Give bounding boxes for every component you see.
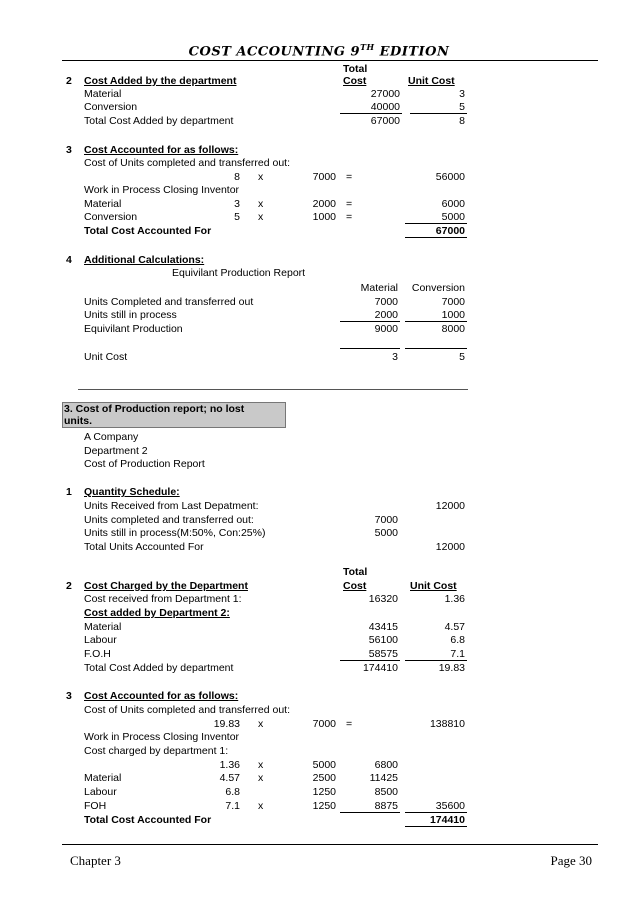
row-label: Labour	[84, 634, 117, 646]
total-amount: 174410	[429, 814, 465, 826]
row-total: 43415	[368, 621, 398, 633]
row-total: 56100	[368, 634, 398, 646]
total-label: Total Cost Accounted For	[84, 225, 212, 237]
header-rule	[62, 60, 598, 61]
equals-sign: =	[346, 171, 353, 183]
line-text: Work in Process Closing Inventor	[84, 731, 240, 743]
material-value: 2000	[374, 309, 398, 321]
row-label: Labour	[84, 786, 117, 798]
section-title: Cost Accounted for as follows:	[84, 690, 239, 702]
amount: 6800	[374, 759, 398, 771]
row-unit: 5	[459, 101, 465, 113]
row-total: 174410	[362, 662, 398, 674]
row-total: 67000	[370, 115, 400, 127]
total-header-1: Total	[343, 566, 368, 578]
row-value: 5000	[374, 527, 398, 539]
row-unit: 1.36	[444, 593, 465, 605]
section-title: Additional Calculations:	[84, 254, 205, 266]
total-amount: 67000	[435, 225, 465, 237]
sum-rule	[340, 113, 402, 114]
row-label: Units completed and transferred out:	[84, 514, 254, 526]
amount: 138810	[429, 718, 465, 730]
total-header-2: Cost	[343, 580, 367, 592]
row-label: Material	[84, 772, 122, 784]
section-heading-line-2: units.	[64, 415, 92, 427]
qty: 2500	[312, 772, 336, 784]
qty: 5000	[312, 759, 336, 771]
conversion-value: 7000	[441, 296, 465, 308]
row-label: Material	[84, 198, 122, 210]
row-label: Units Received from Last Depatment:	[84, 500, 259, 512]
row-label: Conversion	[84, 101, 138, 113]
equals-sign: =	[346, 198, 353, 210]
row-total: 16320	[368, 593, 398, 605]
rate: 8	[234, 171, 240, 183]
subsection-title: Cost added by Department 2:	[84, 607, 230, 619]
total-rule	[405, 237, 467, 238]
row-label: Total Cost Added by department	[84, 115, 234, 127]
qty: 1000	[312, 211, 336, 223]
section-heading	[64, 403, 244, 427]
sum-rule	[340, 812, 400, 813]
company-name: A Company	[84, 431, 139, 443]
conversion-value: 1000	[441, 309, 465, 321]
row-unit: 19.83	[438, 662, 465, 674]
rate: 3	[234, 198, 240, 210]
row-label: Units still in process	[84, 309, 177, 321]
amount: 8500	[374, 786, 398, 798]
qty: 7000	[312, 171, 336, 183]
sum-rule	[405, 321, 467, 322]
header-title-tail: EDITION	[374, 44, 450, 60]
amount: 8875	[374, 800, 398, 812]
footer-chapter: Chapter 3	[70, 853, 121, 868]
item-number: 1	[66, 486, 72, 498]
row-label: Units Completed and transferred out	[84, 296, 254, 308]
times-sign: x	[258, 800, 264, 812]
total-header-1: Total	[343, 63, 368, 75]
row-value: 12000	[435, 541, 465, 553]
equals-sign: =	[346, 718, 353, 730]
amount: 11425	[369, 772, 398, 784]
line-text: Cost of Units completed and transferred out:	[84, 157, 291, 169]
header-title-sup: TH	[360, 42, 375, 52]
rate: 4.57	[219, 772, 240, 784]
section-title: Cost Added by the department	[84, 75, 237, 87]
sum-rule	[405, 660, 467, 661]
footer-page-number: Page 30	[550, 853, 592, 868]
line-text: Cost of Units completed and transferred out:	[84, 704, 291, 716]
amount: 5000	[441, 211, 465, 223]
item-number: 2	[66, 580, 72, 592]
material-unit-cost: 3	[392, 351, 398, 363]
line-text: Cost charged by department 1:	[84, 745, 229, 757]
rate: 1.36	[219, 759, 240, 771]
section-title: Cost Accounted for as follows:	[84, 144, 239, 156]
conversion-unit-cost: 5	[459, 351, 465, 363]
times-sign: x	[258, 198, 264, 210]
amount: 6000	[441, 198, 465, 210]
row-label: Material	[84, 88, 122, 100]
section-title: Quantity Schedule:	[84, 486, 180, 498]
column-header-conversion: Conversion	[411, 282, 465, 294]
row-label: Total Units Accounted For	[84, 541, 204, 553]
section-heading-line-1: 3. Cost of Production report; no lost	[64, 403, 245, 415]
row-unit: 8	[459, 115, 465, 127]
equals-sign: =	[346, 211, 353, 223]
row-label: Equivilant Production	[84, 323, 183, 335]
rate: 6.8	[225, 786, 240, 798]
times-sign: x	[258, 718, 264, 730]
total-label: Total Cost Accounted For	[84, 814, 212, 826]
subtotal: 35600	[435, 800, 465, 812]
row-label: Cost received from Department 1:	[84, 593, 242, 605]
times-sign: x	[258, 211, 264, 223]
sum-rule	[405, 223, 467, 224]
times-sign: x	[258, 171, 264, 183]
sum-rule	[340, 348, 400, 349]
sum-rule	[410, 113, 467, 114]
running-header	[0, 42, 638, 59]
row-unit: 6.8	[450, 634, 465, 646]
footer-rule	[62, 844, 598, 845]
item-number: 3	[66, 690, 72, 702]
row-label: Units still in process(M:50%, Con:25%)	[84, 527, 266, 539]
row-unit: 4.57	[444, 621, 465, 633]
unit-cost-header: Unit Cost	[410, 580, 457, 592]
amount: 56000	[435, 171, 465, 183]
row-label: FOH	[84, 800, 107, 812]
department-name: Department 2	[84, 445, 148, 457]
row-total: 58575	[368, 648, 398, 660]
row-label: Conversion	[84, 211, 138, 223]
row-label: F.O.H	[84, 648, 111, 660]
subheading: Equivilant Production Report	[172, 267, 306, 279]
item-number: 2	[66, 75, 72, 87]
row-label: Material	[84, 621, 122, 633]
row-value: 12000	[435, 500, 465, 512]
rate: 7.1	[225, 800, 240, 812]
sum-rule	[340, 660, 400, 661]
line-text: Work in Process Closing Inventor	[84, 184, 240, 196]
row-value: 7000	[374, 514, 398, 526]
header-title: COST ACCOUNTING 9	[188, 44, 361, 60]
item-number: 4	[66, 254, 72, 266]
qty: 7000	[312, 718, 336, 730]
material-value: 7000	[374, 296, 398, 308]
row-total: 27000	[370, 88, 400, 100]
rate: 19.83	[213, 718, 240, 730]
times-sign: x	[258, 772, 264, 784]
item-number: 3	[66, 144, 72, 156]
row-unit: 3	[459, 88, 465, 100]
sum-rule	[405, 348, 467, 349]
unit-cost-label: Unit Cost	[84, 351, 128, 363]
times-sign: x	[258, 759, 264, 771]
row-label: Total Cost Added by department	[84, 662, 234, 674]
sum-rule	[405, 812, 467, 813]
sum-rule	[340, 321, 400, 322]
row-total: 40000	[370, 101, 400, 113]
row-unit: 7.1	[450, 648, 465, 660]
unit-cost-header: Unit Cost	[408, 75, 455, 87]
total-header-2: Cost	[343, 75, 367, 87]
conversion-value: 8000	[441, 323, 465, 335]
section-divider	[78, 389, 468, 390]
report-name: Cost of Production Report	[84, 458, 205, 470]
qty: 2000	[312, 198, 336, 210]
section-title: Cost Charged by the Department	[84, 580, 248, 592]
qty: 1250	[312, 800, 336, 812]
material-value: 9000	[374, 323, 398, 335]
total-rule	[405, 826, 467, 827]
column-header-material: Material	[360, 282, 398, 294]
qty: 1250	[312, 786, 336, 798]
rate: 5	[234, 211, 240, 223]
